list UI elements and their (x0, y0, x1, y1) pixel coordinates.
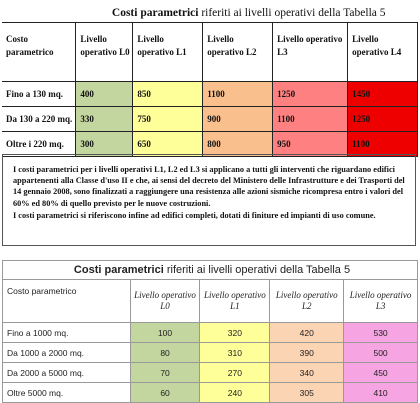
table-2 (2, 260, 418, 403)
table-1-header-l4: Livello operativo L4 (348, 23, 418, 82)
cell-l2: 1100 (203, 82, 273, 107)
row-label: Da 1000 a 2000 mq. (3, 343, 131, 363)
table-row (3, 343, 418, 363)
cell-l1: 240 (200, 383, 270, 403)
cell-l2: 800 (203, 132, 273, 157)
cell-l1: 650 (133, 132, 203, 157)
table-2-header-l3: Livello operativo L3 (344, 280, 418, 323)
cell-l0: 300 (76, 132, 133, 157)
table-row (2, 82, 418, 107)
table-row (3, 323, 418, 343)
cell-l3: 1100 (273, 107, 348, 132)
cell-l4: 1100 (348, 132, 418, 157)
table-1 (2, 4, 418, 157)
cell-l0: 70 (130, 363, 200, 383)
cell-l3: 530 (344, 323, 418, 343)
table-2-header-row (3, 280, 418, 323)
cell-l1: 750 (133, 107, 203, 132)
row-label: Fino a 1000 mq. (3, 323, 131, 343)
table-1-header-l1: Livello operativo L1 (133, 23, 203, 82)
cell-l0: 60 (130, 383, 200, 403)
cell-l2: 305 (270, 383, 344, 403)
table-2-header-l1: Livello operativo L1 (200, 280, 270, 323)
table-row (2, 107, 418, 132)
note-box (2, 154, 416, 246)
table-1-header-row (2, 23, 418, 82)
row-label: Da 2000 a 5000 mq. (3, 363, 131, 383)
table-2-title-bold: Costi parametrici (73, 264, 164, 276)
cell-l3: 1250 (273, 82, 348, 107)
table-2-header-costo: Costo parametrico (3, 280, 131, 323)
cell-l2: 340 (270, 363, 344, 383)
cell-l3: 950 (273, 132, 348, 157)
cell-l4: 1250 (348, 107, 418, 132)
table-1-header-costo: Costo parametrico (2, 23, 76, 82)
cell-l1: 270 (200, 363, 270, 383)
cell-l0: 80 (130, 343, 200, 363)
cell-l2: 390 (270, 343, 344, 363)
cell-l1: 850 (133, 82, 203, 107)
table-1-title (76, 4, 418, 23)
table-row (2, 132, 418, 157)
cell-l3: 450 (344, 363, 418, 383)
row-label: Fino a 130 mq. (2, 82, 76, 107)
table-2-header-l2: Livello operativo L2 (270, 280, 344, 323)
cell-l1: 320 (200, 323, 270, 343)
note-paragraph-2: I costi parametrici si riferiscono infine ad edifici completi, dotati di finiture ed impianti di uso comune. (13, 210, 376, 220)
row-label: Oltre 5000 mq. (3, 383, 131, 403)
cell-l2: 900 (203, 107, 273, 132)
row-label: Oltre i 220 mq. (2, 132, 76, 157)
cell-l3: 410 (344, 383, 418, 403)
cell-l1: 310 (200, 343, 270, 363)
table-row (3, 363, 418, 383)
cell-l4: 1450 (348, 82, 418, 107)
row-label: Da 130 a 220 mq. (2, 107, 76, 132)
cell-l0: 100 (130, 323, 200, 343)
cell-l0: 330 (76, 107, 133, 132)
note-paragraph-1: I costi parametrici per i livelli operativi L1, L2 ed L3 si applicano a tutti gli interventi che riguardano edifici appartenenti alla Classe d'uso II e che, ai sensi del decreto del Ministero delle Infrastrutture e dei Trasporti del 14 gennaio 2008, sono finalizzati a raggiungere una resistenza alle azioni sismiche ricompresa entro i valori del 60% ed 80% di quello previsto per le nuove costruzioni. (13, 165, 405, 208)
cell-l2: 420 (270, 323, 344, 343)
table-1-title-bold: Costi parametrici (111, 7, 199, 19)
table-2-header-l0: Livello operativo L0 (130, 280, 200, 323)
table-1-header-l3: Livello operativo L3 (273, 23, 348, 82)
cell-l0: 400 (76, 82, 133, 107)
table-2-title (3, 261, 418, 280)
table-1-header-l2: Livello operativo L2 (203, 23, 273, 82)
table-1-header-l0: Livello operativo L0 (76, 23, 133, 82)
table-2-title-rest: riferiti ai livelli operativi della Tabella 5 (163, 264, 351, 276)
table-1-title-rest: riferiti ai livelli operativi della Tabella 5 (198, 7, 386, 19)
cell-l3: 500 (344, 343, 418, 363)
